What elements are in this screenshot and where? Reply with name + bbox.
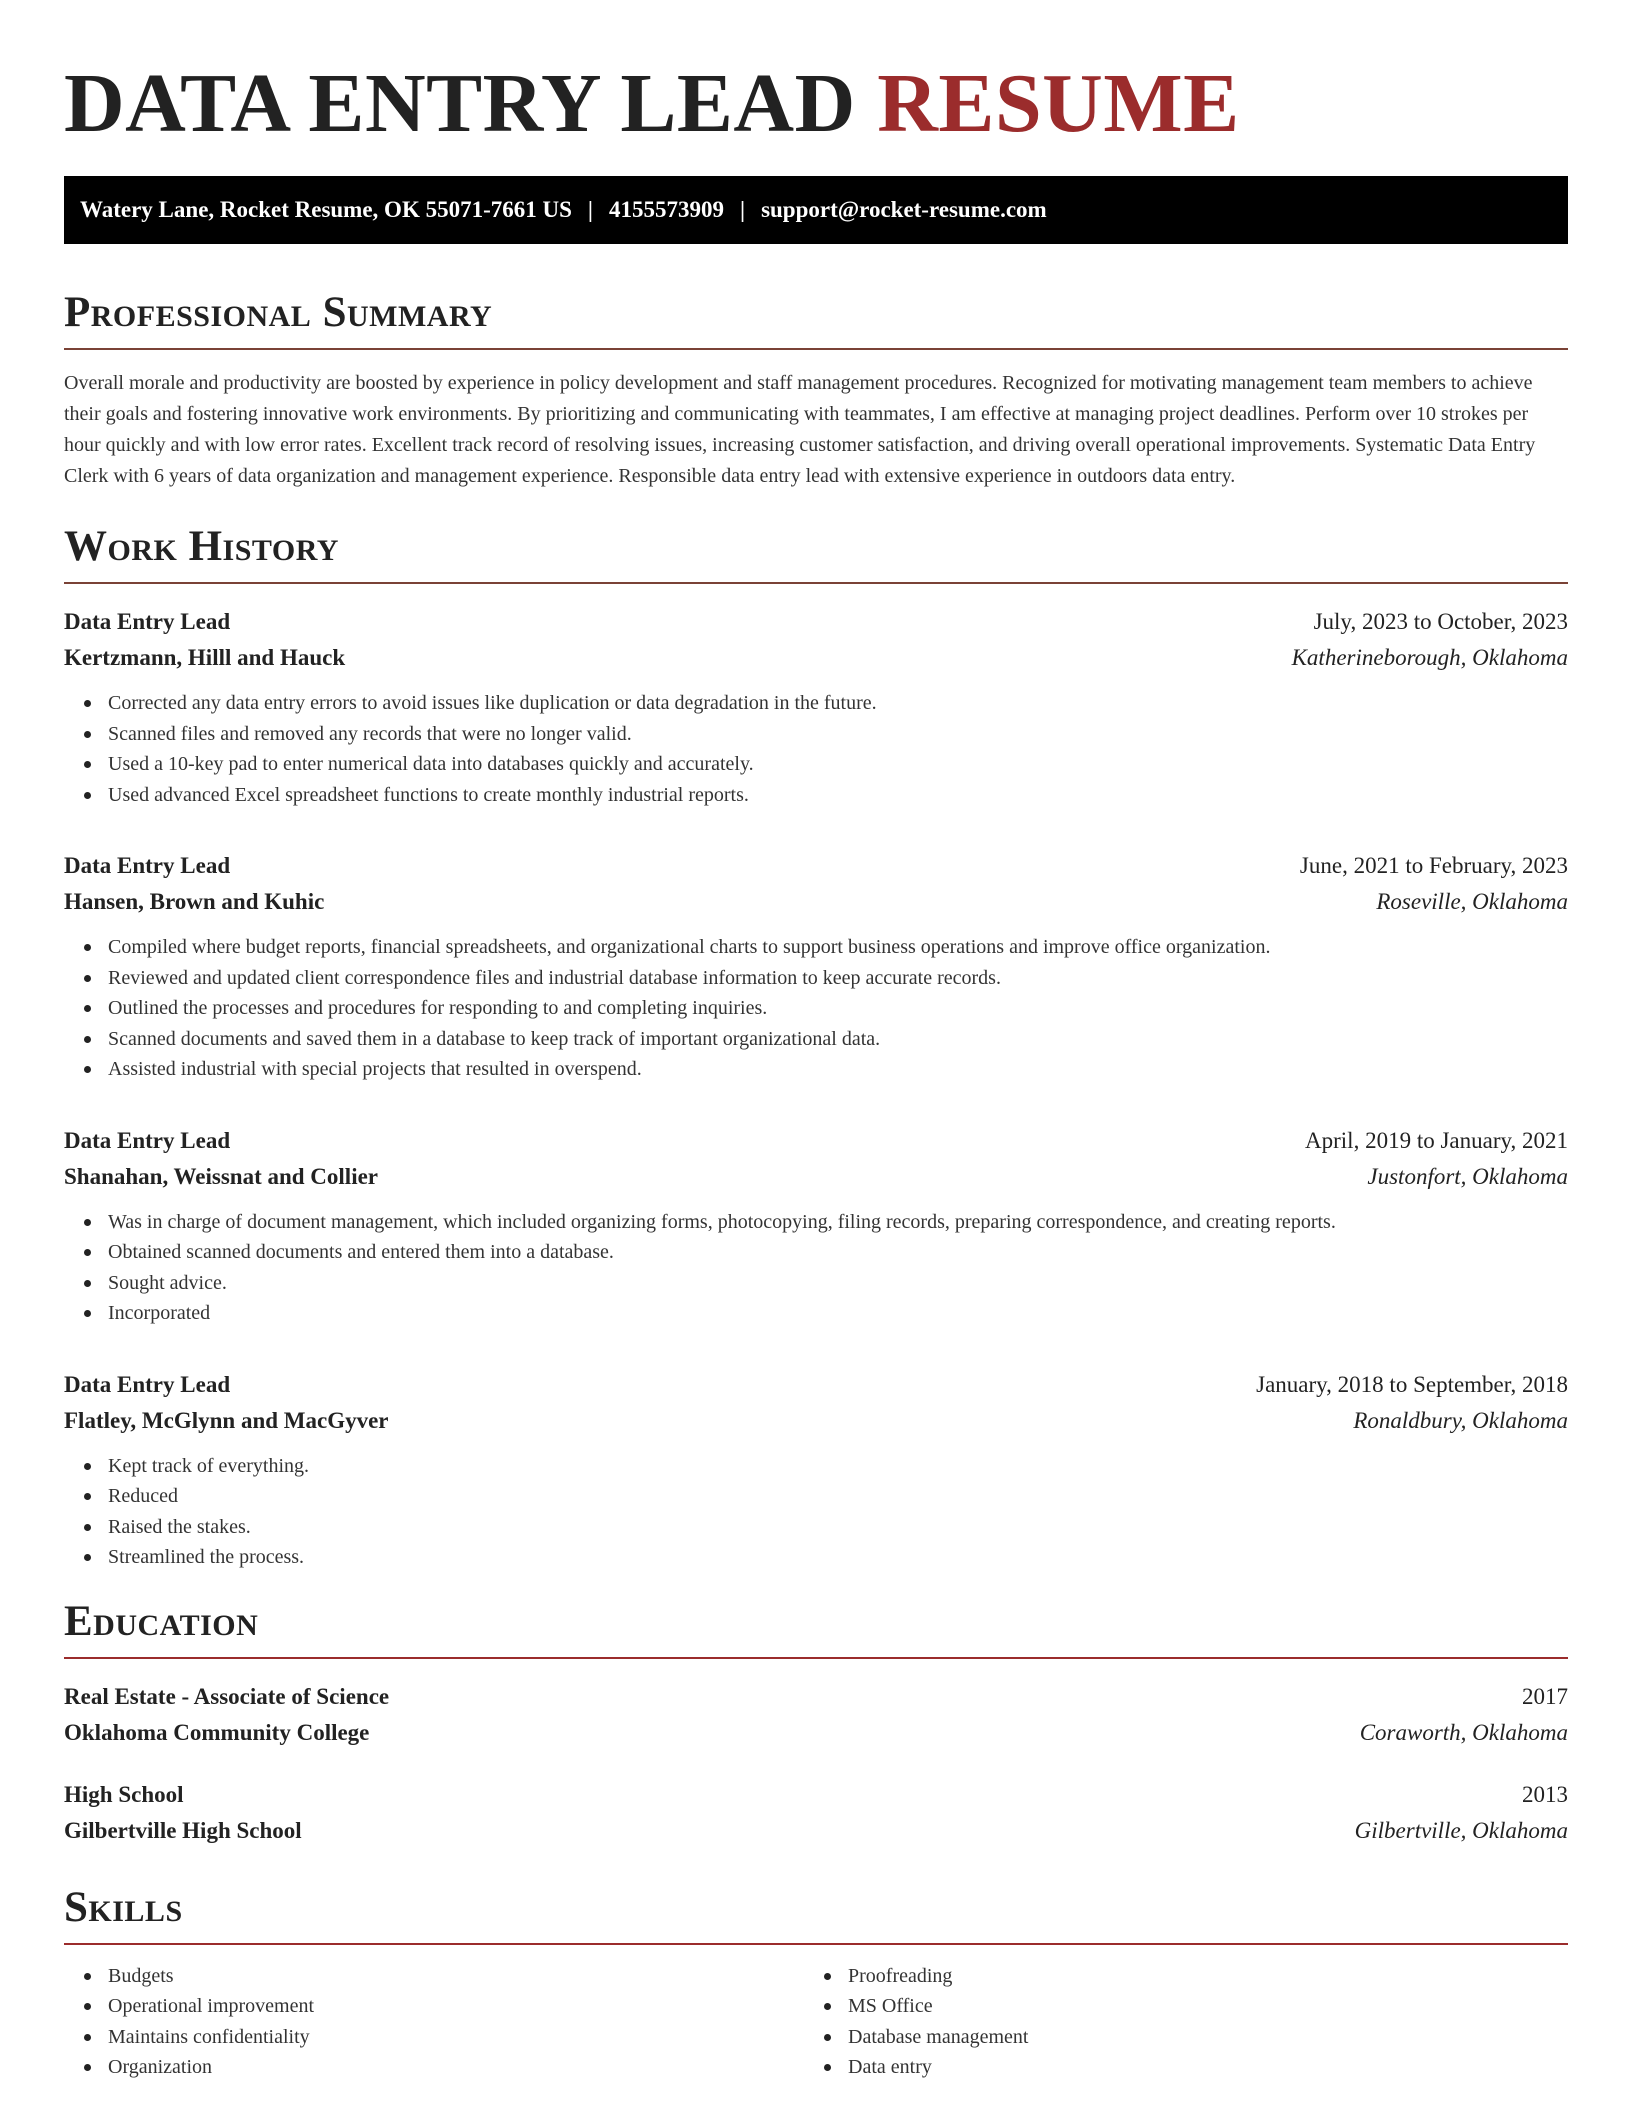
summary-heading: Professional Summary — [64, 288, 1568, 350]
skill-item: Organization — [108, 2052, 804, 2083]
education-school: Oklahoma Community College — [64, 1719, 370, 1745]
list-item: Used a 10-key pad to enter numerical data into databases quickly and accurately. — [108, 749, 1568, 780]
education-school-row — [64, 1813, 1568, 1849]
education-header-row — [64, 1679, 1568, 1715]
job-dates: June, 2021 to February, 2023 — [1299, 853, 1568, 878]
job-bullets — [64, 1451, 1568, 1573]
contact-separator: | — [587, 197, 593, 222]
skill-item: Budgets — [108, 1961, 804, 1992]
list-item: Assisted industrial with special projects that resulted in overspend. — [108, 1054, 1568, 1085]
list-item: Reduced — [108, 1481, 1568, 1512]
skills-heading: Skills — [64, 1883, 1568, 1945]
skills-section — [64, 1883, 1568, 2083]
education-degree: Real Estate - Associate of Science — [64, 1683, 390, 1709]
work-section — [64, 522, 1568, 1573]
list-item: Used advanced Excel spreadsheet functions to create monthly industrial reports. — [108, 780, 1568, 811]
skills-columns — [64, 1961, 1568, 2083]
list-item: Corrected any data entry errors to avoid issues like duplication or data degradation in the future. — [108, 688, 1568, 719]
job-company: Flatley, McGlynn and MacGyver — [64, 1407, 389, 1433]
contact-phone: 4155573909 — [608, 197, 724, 222]
title-accent: RESUME — [877, 57, 1240, 150]
education-entry — [64, 1777, 1568, 1849]
job-company-row — [64, 1403, 1568, 1439]
job-header-row — [64, 848, 1568, 884]
education-school: Gilbertville High School — [64, 1817, 302, 1843]
title-main: DATA ENTRY LEAD — [64, 57, 856, 150]
list-item: Sought advice. — [108, 1268, 1568, 1299]
list-item: Was in charge of document management, which included organizing forms, photocopying, filing records, preparing correspondence, and creating reports. — [108, 1207, 1568, 1238]
job-header-row — [64, 604, 1568, 640]
list-item: Raised the stakes. — [108, 1512, 1568, 1543]
skills-column-right — [804, 1961, 1544, 2083]
job-company: Kertzmann, Hilll and Hauck — [64, 645, 346, 670]
summary-text: Overall morale and productivity are boosted by experience in policy development and staff management procedures. Recognized for motivating management team members to achieve their goals and fostering innovative work environments. By prioritizing and communicating with teammates, I am effective at managing project deadlines. Perform over 10 strokes per hour quickly and with low error rates. Excellent track record of resolving issues, increasing customer satisfaction, and driving overall operational improvements. Systematic Data Entry Clerk with 6 years of data organization and management experience. Responsible data entry lead with extensive experience in outdoors data entry. — [64, 372, 1536, 487]
list-item: Scanned files and removed any records that were no longer valid. — [108, 719, 1568, 750]
job-location: Justonfort, Oklahoma — [1367, 1163, 1568, 1189]
job-dates: April, 2019 to January, 2021 — [1305, 1127, 1568, 1153]
job-entry — [64, 1123, 1568, 1329]
job-company-row — [64, 640, 1568, 676]
contact-email: support@rocket-resume.com — [761, 197, 1047, 222]
job-header-row — [64, 1367, 1568, 1403]
job-title: Data Entry Lead — [64, 1127, 231, 1153]
page-title — [64, 56, 1568, 152]
education-year: 2017 — [1522, 1683, 1568, 1709]
job-entry — [64, 1367, 1568, 1573]
job-dates: July, 2023 to October, 2023 — [1313, 609, 1568, 634]
education-degree: High School — [64, 1781, 184, 1807]
education-section — [64, 1597, 1568, 1849]
list-item: Reviewed and updated client correspondence files and industrial database information to keep accurate records. — [108, 963, 1568, 994]
job-company-row — [64, 884, 1568, 920]
list-item: Scanned documents and saved them in a database to keep track of important organizational data. — [108, 1024, 1568, 1055]
job-entry — [64, 604, 1568, 810]
job-header-row — [64, 1123, 1568, 1159]
job-location: Roseville, Oklahoma — [1376, 889, 1568, 914]
skill-item: Operational improvement — [108, 1991, 804, 2022]
list-item: Outlined the processes and procedures for responding to and completing inquiries. — [108, 993, 1568, 1024]
education-header-row — [64, 1777, 1568, 1813]
job-company: Hansen, Brown and Kuhic — [64, 889, 325, 914]
job-company: Shanahan, Weissnat and Collier — [64, 1163, 379, 1189]
job-entry — [64, 848, 1568, 1085]
job-bullets — [64, 932, 1568, 1085]
job-title: Data Entry Lead — [64, 609, 231, 634]
education-school-row — [64, 1715, 1568, 1751]
skill-item: Maintains confidentiality — [108, 2022, 804, 2053]
education-location: Coraworth, Oklahoma — [1359, 1719, 1568, 1745]
list-item: Compiled where budget reports, financial spreadsheets, and organizational charts to support business operations and improve office organization. — [108, 932, 1568, 963]
skill-item: Database management — [848, 2022, 1544, 2053]
contact-address: Watery Lane, Rocket Resume, OK 55071-7661 US — [80, 197, 572, 222]
job-title: Data Entry Lead — [64, 1371, 231, 1397]
job-company-row — [64, 1159, 1568, 1195]
job-bullets — [64, 1207, 1568, 1329]
education-list — [64, 1679, 1568, 1849]
skill-item: MS Office — [848, 1991, 1544, 2022]
skills-column-left — [64, 1961, 804, 2083]
list-item: Obtained scanned documents and entered them into a database. — [108, 1237, 1568, 1268]
work-heading: Work History — [64, 522, 1568, 584]
list-item: Streamlined the process. — [108, 1542, 1568, 1573]
contact-bar — [64, 176, 1568, 244]
summary-section — [64, 288, 1568, 492]
education-heading: Education — [64, 1597, 1568, 1659]
list-item: Incorporated — [108, 1298, 1568, 1329]
education-location: Gilbertville, Oklahoma — [1354, 1817, 1568, 1843]
job-title: Data Entry Lead — [64, 853, 231, 878]
education-year: 2013 — [1522, 1781, 1568, 1807]
job-bullets — [64, 688, 1568, 810]
job-location: Katherineborough, Oklahoma — [1291, 645, 1568, 670]
job-list — [64, 604, 1568, 1573]
job-location: Ronaldbury, Oklahoma — [1353, 1407, 1568, 1433]
skill-item: Data entry — [848, 2052, 1544, 2083]
skill-item: Proofreading — [848, 1961, 1544, 1992]
education-entry — [64, 1679, 1568, 1751]
resume-page — [64, 0, 1568, 2083]
contact-separator: | — [739, 197, 746, 222]
job-dates: January, 2018 to September, 2018 — [1256, 1371, 1568, 1397]
list-item: Kept track of everything. — [108, 1451, 1568, 1482]
